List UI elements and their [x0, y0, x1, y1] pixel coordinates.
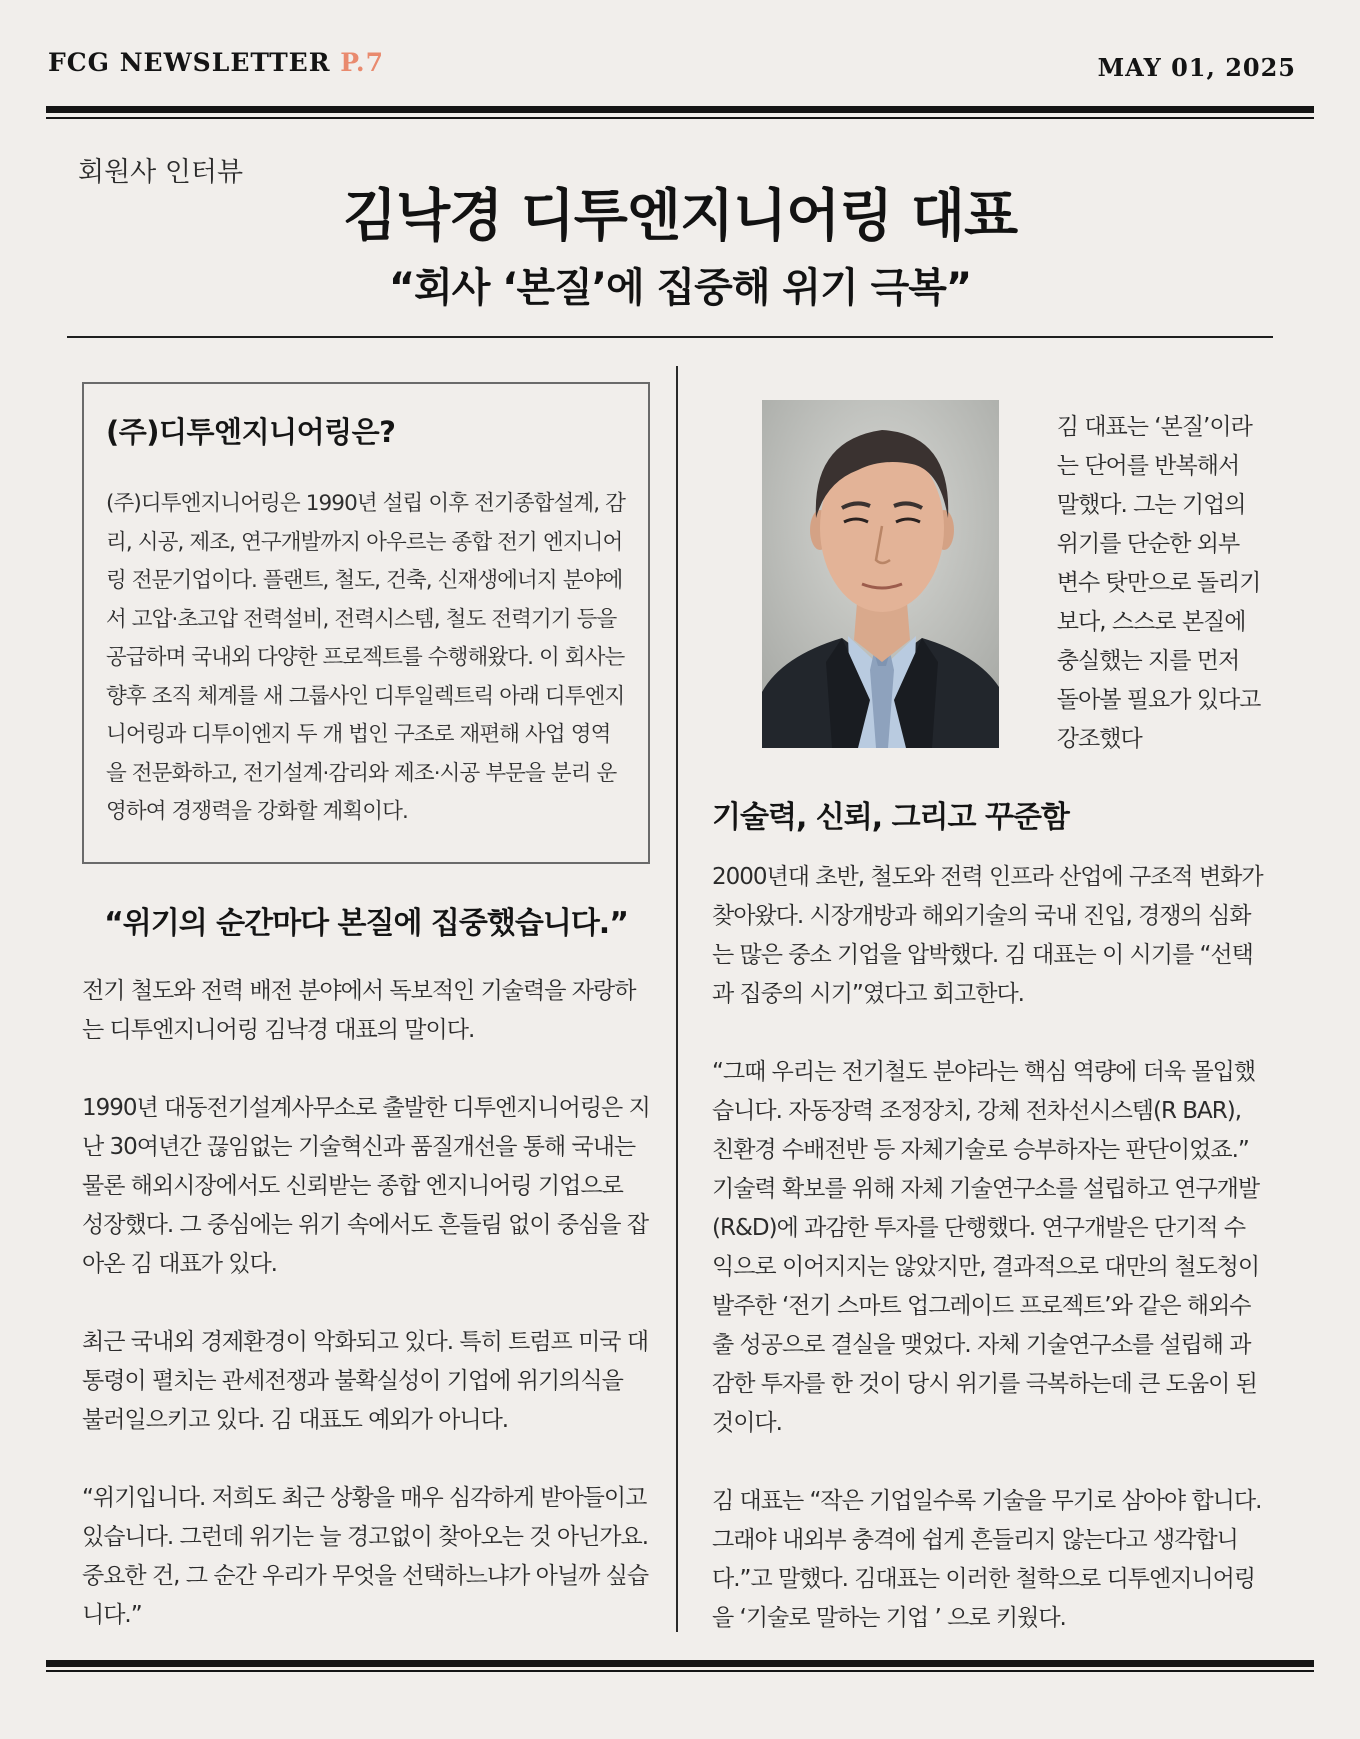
top-rule-thin — [46, 117, 1314, 119]
company-info-box — [82, 382, 650, 864]
headline: 김낙경 디투엔지니어링 대표 — [342, 184, 1018, 249]
paragraph: 김 대표는 “작은 기업일수록 기술을 무기로 삼아야 합니다. 그래야 내외부 충격에 쉽게 흔들리지 않는다고 생각합니다.”고 말했다. 김대표는 이러한 철학으로 디투엔지니어링을 ‘기술로 말하는 기업 ’ 으로 키웠다. — [712, 1488, 1262, 1631]
paragraph: 최근 국내외 경제환경이 악화되고 있다. 특히 트럼프 미국 대통령이 펼치는 관세전쟁과 불확실성이 기업에 위기의식을 불러일으키고 있다. 김 대표도 예외가 아니다. — [82, 1329, 649, 1433]
paragraph: “위기입니다. 저희도 최근 상황을 매우 심각하게 받아들이고 있습니다. 그런데 위기는 늘 경고없이 찾아오는 것 아닌가요. 중요한 건, 그 순간 우리가 무엇을 선택하느냐가 아닐까 싶습니다.” — [82, 1485, 649, 1628]
photo-row — [712, 400, 1264, 750]
portrait-icon — [762, 400, 999, 748]
bottom-rule-thin — [46, 1670, 1314, 1672]
company-info-body: (주)디투엔지니어링은 1990년 설립 이후 전기종합설계, 감리, 시공, 제조, 연구개발까지 아우르는 종합 전기 엔지니어링 전문기업이다. 플랜트, 철도, 건축, 신재생에너지 분야에서 고압·초고압 전력설비, 전력시스템, 철도 전력기기 등을 공급하며 국내외 다양한 프로젝트를 수행해왔다. 이 회사는 향후 조직 체계를 새 그룹사인 디투일렉트릭 아래 디투엔지니어링과 디투이엔지 두 개 법인 구조로 재편해 사업 영역을 전문화하고, 전기설계·감리와 제조·시공 부문을 분리 운영하여 경쟁력을 강화할 계획이다. — [106, 491, 625, 824]
right-column — [712, 400, 1264, 1677]
newsletter-name: FCG NEWSLETTER — [48, 48, 331, 77]
photo-side-text: 김 대표는 ‘본질’이라는 단어를 반복해서 말했다. 그는 기업의 위기를 단순한 외부 변수 탓만으로 돌리기보다, 스스로 본질에 충실했는 지를 먼저 돌아볼 필요가 있다고 강조했다 — [1056, 414, 1261, 752]
right-body — [712, 858, 1264, 1638]
paragraph: “그때 우리는 전기철도 분야라는 핵심 역량에 더욱 몰입했습니다. 자동장력 조정장치, 강체 전차선시스템(R BAR), 친환경 수배전반 등 자체기술로 승부하자는 판단이었죠.” 기술력 확보를 위해 자체 기술연구소를 설립하고 연구개발(R&D)에 과감한 투자를 단행했다. 연구개발은 단기적 수익으로 이어지지는 않았지만, 결과적으로 대만의 철도청이 발주한 ‘전기 스마트 업그레이드 프로젝트’와 같은 해외수출 성공으로 결실을 맺었다. 자체 기술연구소를 설립해 과감한 투자를 한 것이 당시 위기를 극복하는데 큰 도움이 된 것이다. — [712, 1059, 1260, 1436]
paragraph: 1990년 대동전기설계사무소로 출발한 디투엔지니어링은 지난 30여년간 끊임없는 기술혁신과 품질개선을 통해 국내는 물론 해외시장에서도 신뢰받는 종합 엔지니어링 기업으로 성장했다. 그 중심에는 위기 속에서도 흔들림 없이 중심을 잡아온 김 대표가 있다. — [82, 1095, 650, 1277]
section-label: 회원사 인터뷰 — [78, 157, 244, 188]
pull-quote: “위기의 순간마다 본질에 집중했습니다.” — [104, 906, 628, 941]
column-divider — [676, 366, 678, 1632]
bottom-rule-thick — [46, 1660, 1314, 1667]
portrait-photo — [762, 400, 999, 748]
paragraph: 전기 철도와 전력 배전 분야에서 독보적인 기술력을 자랑하는 디투엔지니어링 김낙경 대표의 말이다. — [82, 978, 636, 1043]
left-column — [82, 382, 650, 1674]
title-divider — [67, 336, 1273, 338]
left-body — [82, 972, 650, 1635]
issue-date: MAY 01, 2025 — [1097, 53, 1296, 82]
right-subhead: 기술력, 신뢰, 그리고 꾸준함 — [712, 800, 1069, 835]
newsletter-title — [48, 48, 384, 77]
top-rule-thick — [46, 106, 1314, 113]
paragraph: 2000년대 초반, 철도와 전력 인프라 산업에 구조적 변화가 찾아왔다. 시장개방과 해외기술의 국내 진입, 경쟁의 심화는 많은 중소 기업을 압박했다. 김 대표는 이 시기를 “선택과 집중의 시기”였다고 회고한다. — [712, 864, 1263, 1007]
page-number: P.7 — [340, 48, 385, 77]
company-info-title: (주)디투엔지니어링은? — [106, 415, 396, 449]
subheadline: “회사 ‘본질’에 집중해 위기 극복” — [388, 265, 972, 311]
